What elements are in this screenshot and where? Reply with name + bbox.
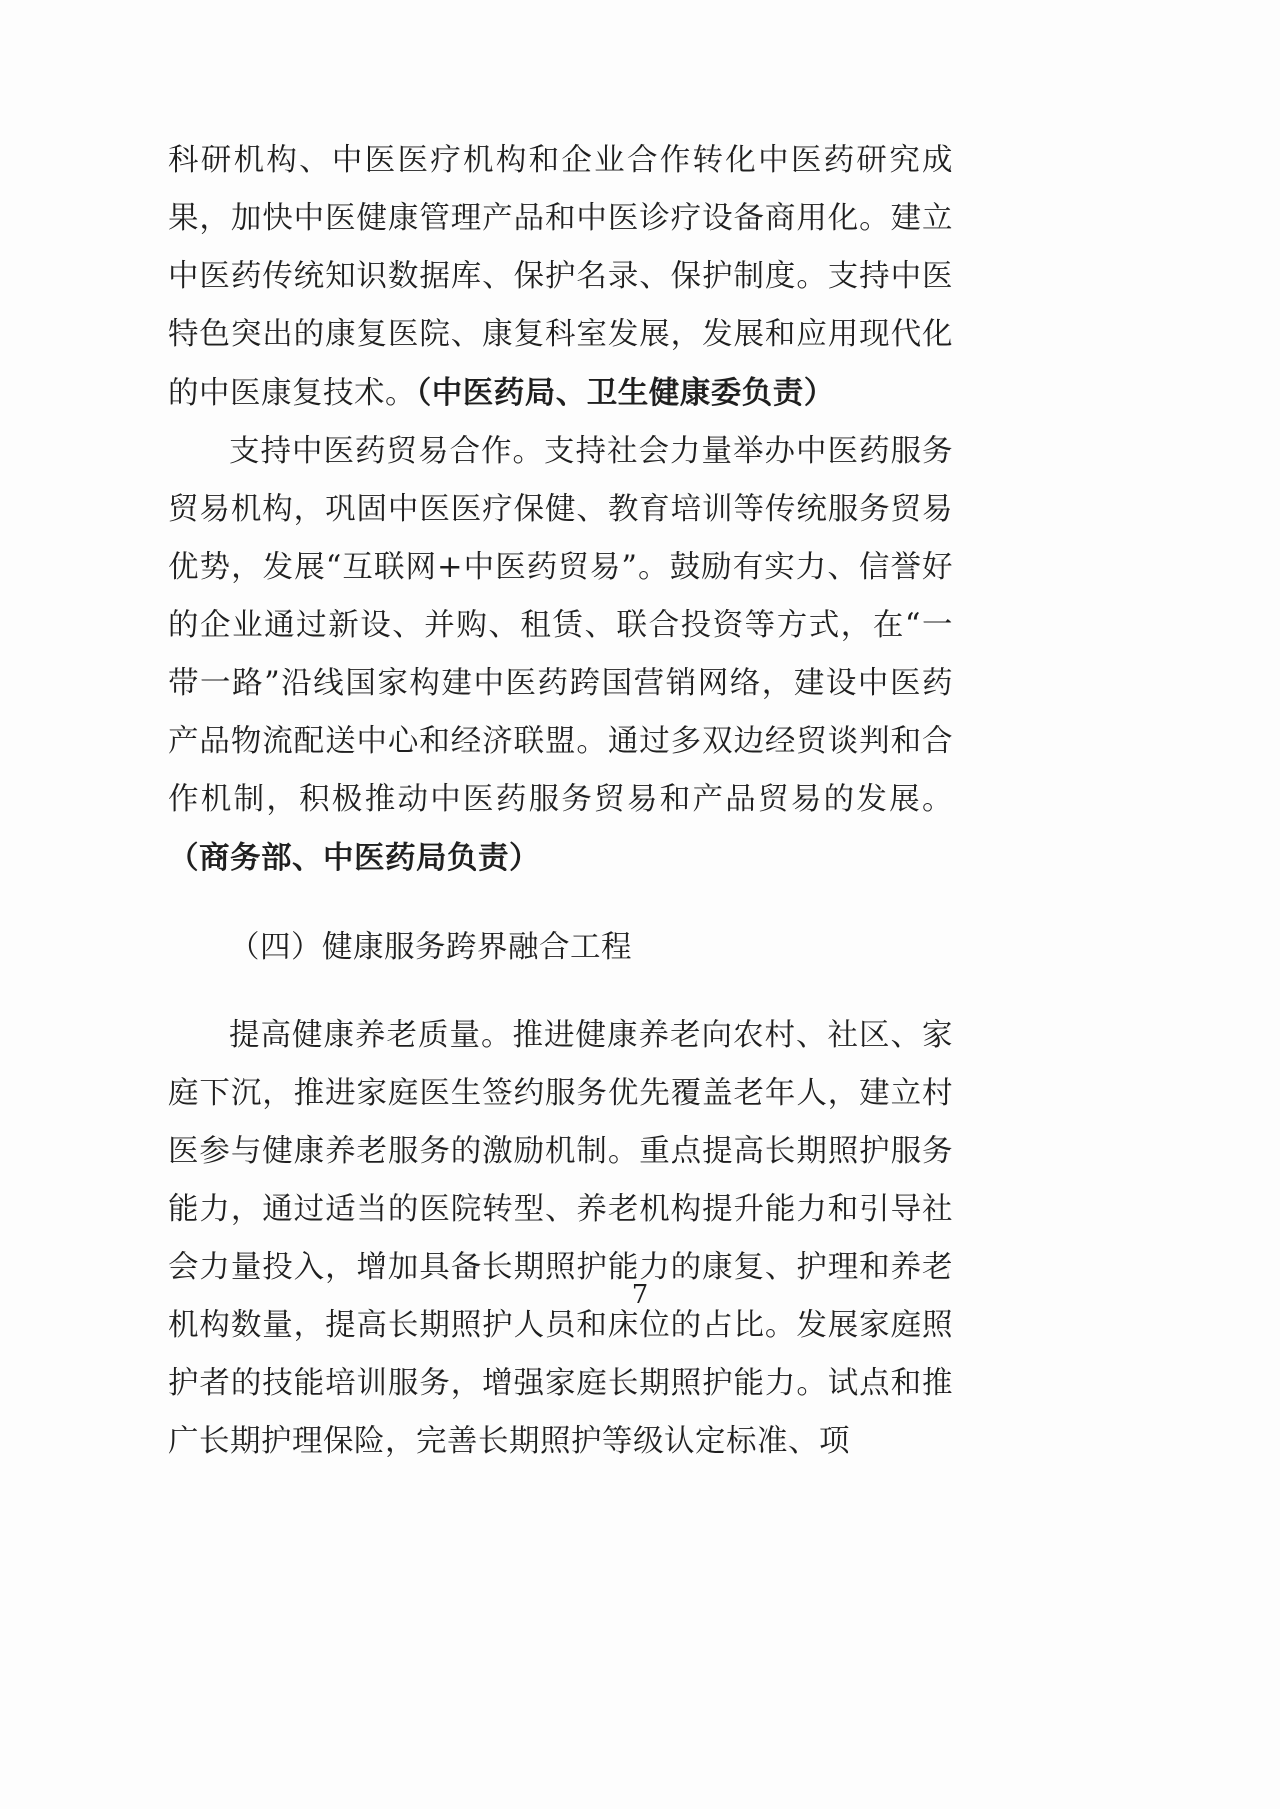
paragraph-block bbox=[168, 1007, 953, 1471]
responsible-agency-note: （商务部、中医药局负责） bbox=[168, 840, 540, 876]
paragraph-block bbox=[168, 423, 953, 888]
responsible-agency-note: （中医药局、卫生健康委负责） bbox=[416, 375, 835, 411]
section-heading-text: （四）健康服务跨界融合工程 bbox=[229, 929, 632, 965]
page-number: 7 bbox=[631, 1280, 649, 1310]
section-heading bbox=[168, 919, 953, 977]
paragraph-text: 科研机构、中医医疗机构和企业合作转化中医药研究成果，加快中医健康管理产品和中医诊疗设备商用化。建立中医药传统知识数据库、保护名录、保护制度。支持中医特色突出的康复医院、康复科室发展，发展和应用现代化的中医康复技术。 bbox=[168, 143, 953, 411]
page-body bbox=[168, 132, 953, 1471]
paragraph-text: 提高健康养老质量。推进健康养老向农村、社区、家庭下沉，推进家庭医生签约服务优先覆盖老年人，建立村医参与健康养老服务的激励机制。重点提高长期照护服务能力，通过适当的医院转型、养老机构提升能力和引导社会力量投入，增加具备长期照护能力的康复、护理和养老机构数量，提高长期照护人员和床位的占比。发展家庭照护者的技能培训服务，增强家庭长期照护能力。试点和推广长期护理保险，完善长期照护等级认定标准、项 bbox=[168, 1018, 953, 1459]
paragraph-text: 支持中医药贸易合作。支持社会力量举办中医药服务贸易机构，巩固中医医疗保健、教育培训等传统服务贸易优势，发展“互联网+中医药贸易”。鼓励有实力、信誉好的企业通过新设、并购、租赁、联合投资等方式，在“一带一路”沿线国家构建中医药跨国营销网络，建设中医药产品物流配送中心和经济联盟。通过多双边经贸谈判和合作机制，积极推动中医药服务贸易和产品贸易的发展。 bbox=[168, 434, 953, 817]
paragraph-block bbox=[168, 132, 953, 423]
